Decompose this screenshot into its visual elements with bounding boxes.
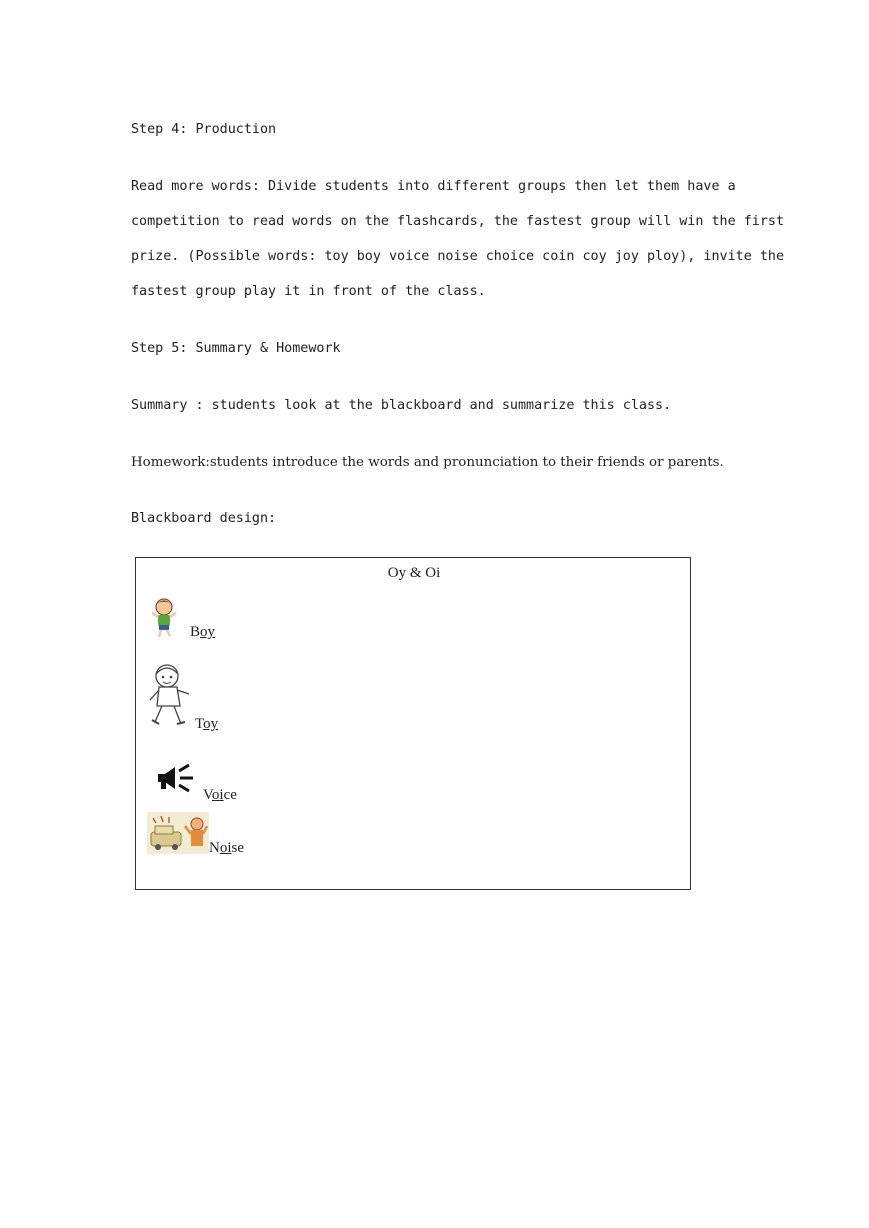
summary-text: Summary : students look at the blackboard and summarize this class. <box>131 398 672 413</box>
megaphone-icon <box>155 763 197 795</box>
step5-heading: Step 5: Summary & Homework <box>131 341 341 356</box>
step4-heading: Step 4: Production <box>131 122 277 137</box>
word-boy: Boy <box>190 624 216 640</box>
step4-line-2: competition to read words on the flashcards, the fastest group will win the first <box>131 214 785 229</box>
blackboard-label: Blackboard design: <box>131 511 277 526</box>
toy-icon <box>147 662 195 730</box>
noisy-traffic-icon <box>147 812 209 854</box>
homework-text: Homework:students introduce the words and pronunciation to their friends or parents. <box>131 455 724 470</box>
step4-line-4: fastest group play it in front of the class. <box>131 284 486 299</box>
word-noise: Noise <box>209 840 245 856</box>
step4-line-3: prize. (Possible words: toy boy voice noise choice coin coy joy ploy), invite the <box>131 249 785 264</box>
word-voice: Voice <box>203 787 237 803</box>
step4-line-1: Read more words: Divide students into different groups then let them have a <box>131 179 736 194</box>
word-toy: Toy <box>195 716 219 732</box>
blackboard-title: Oy & Oi <box>387 565 441 581</box>
blackboard-design <box>135 557 691 890</box>
boy-icon <box>149 597 179 639</box>
